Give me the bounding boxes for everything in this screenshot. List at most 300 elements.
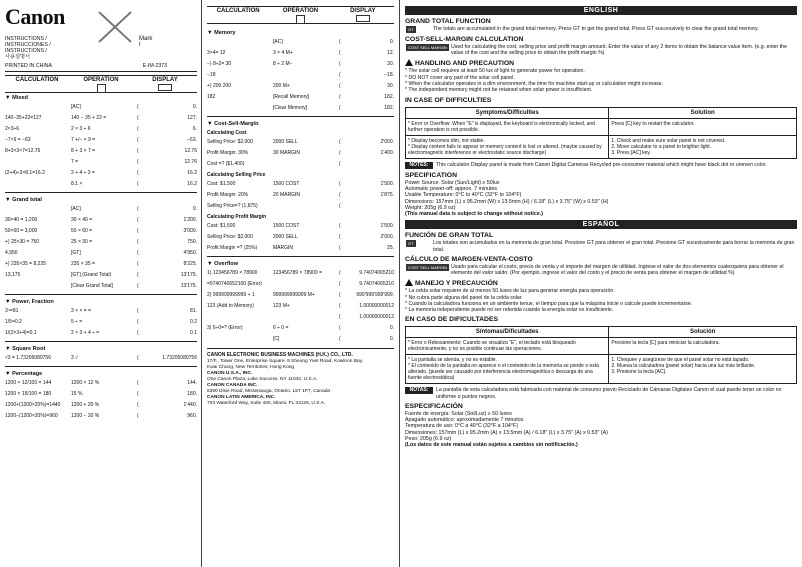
section-grand-total: ▼ Grand total [AC] ( 0. 30×40 = 1,200 30 × 40 = ( 1'200. 50×60 = 3,000 50 × 60 = ( 3'000. +) 25×30 = 750 25 × 30 = ( 750. 4,950 [GT] ( 4'950. +) 235×35 = 8,225 235 × 35 = ( 8'225. 13,175 [GT] (Grand Total) ( 13'175. [Clear Grand Total] ( 13'175. — [5, 192, 197, 289]
table-header-cell: Symptoms/Difficulties — [406, 107, 609, 118]
calculation-cell: +) 235×35 = 8,225 — [5, 261, 47, 267]
display-bracket: ( — [137, 330, 139, 336]
calculation-cell: Profit Margin =? (25%) — [207, 245, 258, 251]
es-precaution-item: * La celda solar requiere de al menos 50 luxes de luz para generar energía para operación. — [405, 288, 615, 295]
operation-cell: 1200 × 12 % — [71, 380, 100, 386]
calculation-cell: √3 = 1.73205080756 — [5, 355, 51, 361]
print-info: PRINTED IN CHINA E-IM-2373 — [5, 63, 197, 72]
display-bracket: ( — [339, 234, 341, 240]
operation-cell: 3 × × = = — [71, 308, 92, 314]
operation-cell: [Clear Memory] — [273, 105, 308, 111]
es-spec-title: ESPECIFICACIÓN — [405, 402, 463, 410]
display-value: 81. — [190, 308, 197, 314]
calculation-cell: 1200−(1200×20%)=960 — [5, 413, 58, 419]
display-bracket: ( — [339, 150, 341, 156]
operation-cell: 1500 COST — [273, 181, 300, 187]
section-square-root: ▼ Square Root √3 = 1.73205080756 3 √ ( 1.73205080756 — [5, 341, 197, 361]
display-value: 2'000. — [380, 234, 394, 240]
display-bracket: ( — [137, 308, 139, 314]
display-cell — [137, 402, 197, 408]
display-value: 127. — [187, 115, 197, 121]
display-cell — [137, 272, 197, 278]
display-value: 3'000. — [183, 228, 197, 234]
display-bracket: ( — [137, 283, 139, 289]
display-bracket: ( — [339, 314, 341, 320]
cost-row — [207, 161, 394, 167]
calculation-cell: 3×4= 12 — [207, 50, 226, 56]
en-spec-line: Usable Temperature: 0°C to 40°C (32°F to 104°F) — [405, 192, 522, 199]
display-bracket: ( — [137, 413, 139, 419]
display-value: 16.2 — [187, 181, 197, 187]
display-bracket: ( — [339, 192, 341, 198]
calculator-icon — [296, 15, 305, 24]
memory-row — [207, 61, 394, 67]
calculation-cell: Selling Price: $2,000 — [207, 234, 253, 240]
display-cell — [339, 72, 394, 78]
operation-cell: 2 + 4 ÷ 3 = — [71, 170, 95, 176]
display-cell — [339, 270, 394, 276]
grand-total-row — [5, 272, 197, 278]
display-bracket: ( — [137, 391, 139, 397]
display-cell — [339, 245, 394, 251]
column-right — [402, 0, 800, 567]
es-precaution-item: * No cubra parte alguna del panel de la celda solar. — [405, 294, 523, 301]
margin-row — [207, 223, 394, 229]
calculator-icon — [97, 84, 106, 93]
section-mixed: ▼ Mixed [AC] ( 0. 140−35+22=127 140 − 35 + 22 = ( 127. 2×3÷6 2 × 3 ÷ 6 ( 6. −7×9 = −63 7 +/− × 9 = ( −63. 8+3×3×7=12.76 8 + 3 × 7 = ( 12.76 7 = ( 12.76 (2+4)÷3×8.1=16.2 2 + 4 ÷ 3 = ( 16.2 8.1 × ( 16.2 — [5, 95, 197, 187]
es-precaution-item: * Cuando la calculadora funciona en un ambiente tenue, el tiempo para que la máquina inicie o calcule puede incrementarse. — [405, 300, 693, 307]
display-cell — [339, 325, 394, 331]
display-cell — [339, 139, 394, 145]
column-left — [0, 0, 200, 567]
table-row — [406, 118, 797, 135]
display-cell — [339, 83, 394, 89]
memory-row — [207, 83, 394, 89]
operation-cell: 8 ÷ 2 M− — [273, 61, 293, 67]
display-cell — [339, 50, 394, 56]
display-bracket: ( — [339, 281, 341, 287]
display-cell — [137, 261, 197, 267]
display-bracket: ( — [339, 245, 341, 251]
address-line: CANON U.S.A., INC. — [207, 371, 253, 376]
en-spec-line: Dimensions: 157mm (L) x 95.2mm (W) x 13.5mm (H) / 6.18" (L) x 3.75" (W) x 0.53" (H) — [405, 198, 609, 205]
display-value: 1'500. — [380, 223, 394, 229]
table-cell: * La pantalla se atenúa, y no es estable. * El contenido de la pantalla no aparece o el contenido de la memoria se pierde o está alterado. (puede ser causado por interferencia electromagnética o descarga de una fuente electrostática) — [406, 355, 609, 384]
display-bracket: ( — [339, 292, 341, 298]
address-line: 17/F., Tower One, Enterprise Square, 9 Sheung Yuet Road, Kowloon Bay, — [207, 359, 363, 364]
grand-total-row — [5, 228, 197, 234]
address-line: One Canon Plaza, Lake Success, NY 11042, U.S.A. — [207, 377, 318, 382]
operation-cell — [273, 314, 339, 320]
display-bracket: ( — [339, 325, 341, 331]
display-cell — [137, 148, 197, 154]
table-row — [406, 135, 797, 158]
calculation-cell: 8+3×3×7=12.76 — [5, 148, 41, 154]
address-line: CANON LATIN AMERICA, INC. — [207, 395, 276, 400]
display-cell — [339, 281, 394, 287]
overflow-row — [207, 292, 394, 298]
gt-key-icon: GT — [408, 27, 414, 32]
display-value: 13'175. — [180, 283, 197, 289]
operation-cell: [AC] — [273, 39, 283, 45]
display-bracket: ( — [137, 402, 139, 408]
calculation-cell: 1) 123456789 × 78900 — [207, 270, 258, 276]
operation-cell: 2000 SELL — [273, 234, 298, 240]
operation-cell: 200 M+ — [273, 83, 290, 89]
operation-cell: [C] — [273, 336, 280, 342]
es-spec-line: Temperatura de uso: 0°C a 40°C (32°F a 104°F) — [405, 423, 518, 430]
display-value: 0. — [192, 206, 197, 212]
table-cell: Press [C] key to restart the calculator. — [609, 118, 797, 135]
grand-total-row — [5, 206, 197, 212]
display-value: 1'500. — [380, 181, 394, 187]
table-header-cell: Solución — [609, 327, 797, 338]
display-bracket: ( — [339, 94, 341, 100]
table-cell: * Error o Rebosamiento: Cuando se visualiza "E", el teclado está bloqueado electrónicamente, y no es posible continuar las operaciones. — [406, 338, 609, 355]
calculation-cell — [5, 206, 71, 212]
csm-key-icon: COST SELL MARGIN — [408, 45, 447, 51]
display-cell — [339, 303, 394, 309]
en-precaution-item: * The solar cell requires at least 50 lux of light to generate power for operation. — [405, 68, 585, 75]
en-grand-total-title: GRAND TOTAL FUNCTION — [405, 18, 491, 25]
display-value: 2'000. — [380, 139, 394, 145]
calculation-cell: Cost: $1,500 — [207, 181, 236, 187]
en-notes — [405, 162, 797, 169]
sell-row — [207, 203, 394, 209]
calculation-cell: 123 (Add to Memory) — [207, 303, 254, 309]
operation-cell: [GT] — [71, 250, 81, 256]
address-line: CANON CANADA INC. — [207, 383, 258, 388]
display-value: 6. — [192, 126, 197, 132]
display-value: 0.1 — [190, 330, 197, 336]
display-value: 1.00000000012 — [359, 314, 394, 320]
calculation-cell: +) 25×30 = 750 — [5, 239, 40, 245]
calculation-cell: 3) 6÷0=? (Error) — [207, 325, 243, 331]
operation-cell — [273, 203, 339, 209]
en-precaution-item: * DO NOT cover any part of the solar cell panel. — [405, 74, 515, 81]
operation-cell: 6 ÷ 0 = — [273, 325, 289, 331]
en-precaution-item: * The independent memory might not be retained when solar power is insufficient. — [405, 87, 593, 94]
calculation-cell: 2) 999999999999 + 1 — [207, 292, 255, 298]
operation-cell: 15 % — [71, 391, 83, 397]
display-bracket: ( — [339, 336, 341, 342]
display-bracket: ( — [137, 137, 139, 143]
warning-icon — [405, 279, 413, 286]
notes-text: La pantalla de esta calculadora está fabricada con material de consumo previo Reciclado de Cámaras Digitales Canon el cual puede tener un color no uniforme o puntos negros. — [436, 387, 782, 400]
operation-cell: 50 × 60 = — [71, 228, 93, 234]
display-cell — [137, 355, 197, 361]
en-spec-line: Weight: 205g (6.9 oz) — [405, 204, 456, 211]
calculation-cell: 1200 × 15/100 = 180 — [5, 391, 52, 397]
display-value: 1'200. — [183, 217, 197, 223]
display-bracket: ( — [137, 355, 139, 361]
operation-cell: [AC] — [71, 104, 81, 110]
display-cell — [137, 170, 197, 176]
mixed-row — [5, 115, 197, 121]
en-spec-line: Power Source: Solar (Sun/Light) ≥ 50lux — [405, 179, 500, 186]
display-bracket: ( — [137, 181, 139, 187]
percentage-row — [5, 380, 197, 386]
display-value: 182. — [384, 105, 394, 111]
mixed-row — [5, 126, 197, 132]
operation-cell: 235 × 35 = — [71, 261, 95, 267]
operation-cell: 3 × 4 M+ — [273, 50, 293, 56]
operation-cell: 2 × 3 + 4 ÷ = — [71, 330, 100, 336]
display-bracket: ( — [137, 239, 139, 245]
display-cell — [339, 234, 394, 240]
spanish-banner: ESPAÑOL — [405, 220, 797, 229]
display-cell — [137, 250, 197, 256]
sqrt-row — [5, 355, 197, 361]
display-value: 13'175. — [180, 272, 197, 278]
display-bracket: ( — [137, 170, 139, 176]
display-cell — [339, 161, 394, 167]
notes-label: NOTAS: — [405, 387, 433, 394]
display-value: 0. — [389, 39, 394, 45]
display-cell — [137, 239, 197, 245]
calculation-cell: 2×3÷6 — [5, 126, 20, 132]
calculation-cell: =9740740652100 (Error) — [207, 281, 262, 287]
display-value: 1.00000000012 — [359, 303, 394, 309]
en-precaution-item: * When the calculator operates in a dim environment, the time for machine start-up or calculation might increase. — [405, 81, 664, 88]
calculation-cell: Cost =? ($1,400) — [207, 161, 245, 167]
operation-cell: [AC] — [71, 206, 81, 212]
calculation-cell: 50×60 = 3,000 — [5, 228, 38, 234]
en-spec-title: SPECIFICATION — [405, 171, 457, 179]
calculation-cell — [5, 104, 71, 110]
operation-cell: 7 +/− × 9 = — [71, 137, 96, 143]
company-addresses: CANON ELECTRONIC BUSINESS MACHINES (H.K.) CO., LTD. 17/F., Tower One, Enterprise Square, 9 Sheung Yuet Road, Kowloon Bay, Kwai Chung, New Territories, Hong Kong CANON U.S.A., INC. One Canon Plaza, Lake Success, NY 11042, U.S.A. CANON CANADA INC. 6390 Dixie Road, Mississauga, Ontario, L5T 1P7, Canada CANON LATIN AMERICA, INC. 703 Waterford Way, Suite 400, Miami, FL 33126, U.S.A. — [207, 348, 394, 407]
calculation-cell: 3⁴=81 — [5, 308, 19, 314]
percentage-row — [5, 391, 197, 397]
mixed-row — [5, 181, 197, 187]
display-cell — [339, 150, 394, 156]
calculation-cell — [207, 39, 273, 45]
section-overflow: ▼ Overflow 1) 123456789 × 78900 123456789 × 78900 = ( 9.74074065210 =9740740652100 (Error) ( 9.74074065210 2) 999999999999 + 1 999999999999 M+ ( 999'999'999'999. 123 (Add to Memory) 123 M+ ( 1.00000000012 ( 1.00000000012 3) 6÷0=? (Error) 6 ÷ 0 = ( 0. [C] ( 0. — [207, 256, 394, 342]
operation-cell: 123456789 × 78900 = — [273, 270, 322, 276]
memory-row — [207, 72, 394, 78]
calculation-cell — [5, 159, 71, 165]
es-spec-line: Fuente de energía: Solar (Sol/Luz) ≥ 50 luxes — [405, 410, 512, 417]
display-cell — [339, 181, 394, 187]
display-value: 30. — [387, 61, 394, 67]
address-line: Kwai Chung, New Territories, Hong Kong — [207, 365, 295, 370]
power-row — [5, 330, 197, 336]
es-spec-line: Apagado automático: aproximadamente 7 minutos — [405, 417, 524, 424]
display-cell — [339, 94, 394, 100]
calculation-cell: 1200+(1200×20%)=1440 — [5, 402, 61, 408]
calculation-cell: +) 200 200 — [207, 83, 232, 89]
operation-cell: 3 √ — [71, 355, 78, 361]
display-bracket: ( — [339, 105, 341, 111]
cost-row — [207, 150, 394, 156]
operation-cell: MARGIN — [273, 245, 293, 251]
display-cell — [137, 115, 197, 121]
display-value: 1'875. — [380, 192, 394, 198]
display-value: 1'440. — [183, 402, 197, 408]
operation-cell: 140 − 35 + 22 = — [71, 115, 107, 121]
display-cell — [339, 192, 394, 198]
calculation-cell: 30×40 = 1,200 — [5, 217, 38, 223]
section-memory: ▼ Memory [AC] ( 0. 3×4= 12 3 × 4 M+ ( 12. −) 8÷2= 30 8 ÷ 2 M− ( 30. −18 ( −18. +) 200 200 200 M+ ( 30. 182 [Recall Memory] ( 182. [Clear Memory] ( 182. — [207, 30, 394, 111]
en-csm-keys — [405, 44, 451, 56]
display-bracket: ( — [137, 217, 139, 223]
operation-cell: 30 × 40 = — [71, 217, 93, 223]
calculation-cell: 1/5=0.2 — [5, 319, 22, 325]
display-bracket: ( — [339, 72, 341, 78]
display-bracket: ( — [137, 261, 139, 267]
overflow-row — [207, 281, 394, 287]
sell-row — [207, 192, 394, 198]
calculation-cell: 13,175 — [5, 272, 21, 278]
display-cell — [339, 314, 394, 320]
table-header: CALCULATION OPERATION DISPLAY — [207, 6, 394, 24]
english-banner: ENGLISH — [405, 6, 797, 15]
en-difficulties-table — [405, 107, 797, 159]
section-cost-sell-margin: ▼ Cost-Sell-Margin Calculating Cost Selling Price: $2,000 2000 SELL ( 2'000. Profit Margin: 30% 30 MARGIN ( 1'400. Cost =? ($1,400) ( Calculating Selling Price Cost: $1,500 1500 COST ( 1'500. Profit Margin: 20% 20 MARGIN ( 1'875. Selling Price=? (1,875) ( Calculating Profit Margin Cost: $1,500 1500 COST ( 1'500. Selling Price: $2,000 2000 SELL ( 2'000. Profit Margin =? (25%) MARGIN ( 25. — [207, 116, 394, 251]
en-difficulties-title: IN CASE OF DIFFICULTIES — [405, 96, 492, 104]
es-difficulties-title: EN CASO DE DIFICULTADES — [405, 316, 499, 324]
display-value: 8'225. — [183, 261, 197, 267]
display-cell — [137, 206, 197, 212]
display-value: 1'400. — [380, 150, 394, 156]
display-cell — [137, 104, 197, 110]
sell-row — [207, 181, 394, 187]
display-bracket: ( — [137, 228, 139, 234]
display-cell — [137, 308, 197, 314]
display-value: 30. — [387, 83, 394, 89]
display-value: 1.73205080756 — [162, 355, 197, 361]
display-cell — [339, 203, 394, 209]
mixed-row — [5, 170, 197, 176]
display-bracket: ( — [339, 203, 341, 209]
display-bracket: ( — [339, 161, 341, 167]
es-gt-key — [405, 240, 433, 252]
grand-total-row — [5, 239, 197, 245]
es-grand-total-title: FUNCIÓN DE GRAN TOTAL — [405, 232, 494, 240]
notes-label: NOTES: — [405, 162, 433, 169]
display-cell — [137, 380, 197, 386]
es-spec-line: Dimensiones: 157mm (L) x 95.2mm (A) x 13.5mm (A) / 6.18" (L) x 3.75" (A) x 0.53" (A) — [405, 429, 608, 436]
calculation-cell: Selling Price=? (1,875) — [207, 203, 258, 209]
display-cell — [137, 217, 197, 223]
display-value: 960. — [187, 413, 197, 419]
es-csm-title: CÁLCULO DE MARGEN-VENTA-COSTO — [405, 255, 533, 263]
overflow-row — [207, 270, 394, 276]
power-row — [5, 308, 197, 314]
display-value: 12.76 — [184, 159, 197, 165]
canon-logo: Canon — [5, 4, 65, 29]
margin-row — [207, 245, 394, 251]
grand-total-row — [5, 250, 197, 256]
table-row — [406, 338, 797, 355]
calculation-cell: −7×9 = −63 — [5, 137, 31, 143]
display-cell — [339, 105, 394, 111]
operation-cell: [GT] (Grand Total) — [71, 272, 112, 278]
es-csm-text: COST SELL MARGIN Usado para calcular el costo, precio de venta y el importe del margen de utilidad. Ingrese el valor de dos elementos cualesquiera para obtener el elemento del valor saldo. (Por ejemplo, ingrese el valor del costo y el precio de venta para obtener el margen de utilidad %) — [405, 264, 797, 276]
display-bracket: ( — [339, 83, 341, 89]
percentage-row — [5, 402, 197, 408]
display-cell — [339, 39, 394, 45]
power-row — [5, 319, 197, 325]
display-value: −18. — [384, 72, 394, 78]
display-cell — [137, 228, 197, 234]
display-value: 16.2 — [187, 170, 197, 176]
display-bracket: ( — [137, 115, 139, 121]
display-cell — [137, 391, 197, 397]
display-bracket: ( — [339, 39, 341, 45]
english-section — [405, 18, 797, 217]
table-header-cell: Síntomas/Dificultades — [406, 327, 609, 338]
display-bracket: ( — [339, 303, 341, 309]
en-spec-line: (This manual data is subject to change without notice.) — [405, 211, 544, 218]
display-icon — [356, 15, 370, 22]
calculation-cell: −) 8÷2= 30 — [207, 61, 232, 67]
display-value: 750. — [187, 239, 197, 245]
margin-row — [207, 234, 394, 240]
es-csm-keys — [405, 264, 451, 276]
table-cell: Presione la tecla [C] para reiniciar la calculadora. — [609, 338, 797, 355]
display-value: 12. — [387, 50, 394, 56]
operation-cell: 30 MARGIN — [273, 150, 300, 156]
es-spec-line: (Los datos de este manual están sujetos a cambios sin notificación.) — [405, 442, 578, 449]
overflow-row — [207, 336, 394, 342]
operation-cell: 25 × 30 = — [71, 239, 93, 245]
display-bracket: ( — [339, 223, 341, 229]
memory-row — [207, 39, 394, 45]
calculation-cell: Profit Margin: 20% — [207, 192, 249, 198]
en-csm-title: COST-SELL-MARGIN CALCULATION — [405, 36, 524, 44]
display-bracket: ( — [137, 126, 139, 132]
calculation-cell: Cost: $1,500 — [207, 223, 236, 229]
operation-cell: 1200 + 20 % — [71, 402, 100, 408]
calculation-cell: −18 — [207, 72, 216, 78]
instructions-title: INSTRUCTIONS / INSTRUCCIONES / INSTRUCTIONS / 사용설명서 — [5, 36, 51, 60]
es-notes — [405, 387, 797, 399]
es-precaution-item: * La memoria independiente puede no ser retenida cuando la energía solar es insuficiente. — [405, 307, 614, 314]
display-bracket: ( — [137, 380, 139, 386]
display-cell — [339, 336, 394, 342]
spanish-section — [405, 232, 797, 448]
section-power-fraction: ▼ Power, Fraction 3⁴=81 3 × × = = ( 81. 1/5=0.2 5 ÷ = ( 0.2 1/(2×3+4)=0.1 2 × 3 + 4 ÷ = ( 0.1 — [5, 294, 197, 336]
display-bracket: ( — [137, 159, 139, 165]
display-bracket: ( — [339, 50, 341, 56]
table-header-cell: Solution — [609, 107, 797, 118]
operation-cell: 2000 SELL — [273, 139, 298, 145]
display-cell — [137, 283, 197, 289]
display-cell — [137, 137, 197, 143]
csm-key-icon: COST SELL MARGIN — [408, 264, 447, 270]
memory-row — [207, 94, 394, 100]
display-value: 4'950. — [183, 250, 197, 256]
display-bracket: ( — [339, 270, 341, 276]
calculation-cell: (2+4)÷3×8.1=16.2 — [5, 170, 45, 176]
table-header: CALCULATION OPERATION DISPLAY — [5, 75, 197, 93]
mixed-row — [5, 104, 197, 110]
display-value: 144. — [187, 380, 197, 386]
display-cell — [339, 61, 394, 67]
display-icon — [158, 84, 172, 91]
operation-cell: 1200 − 20 % — [71, 413, 100, 419]
display-bracket: ( — [137, 319, 139, 325]
overflow-row — [207, 325, 394, 331]
display-value: 25. — [387, 245, 394, 251]
operation-cell — [273, 161, 339, 167]
mixed-row — [5, 159, 197, 165]
display-value: 999'999'999'999. — [356, 292, 394, 298]
display-value: 9.74074065210 — [359, 270, 394, 276]
display-bracket: ( — [339, 181, 341, 187]
